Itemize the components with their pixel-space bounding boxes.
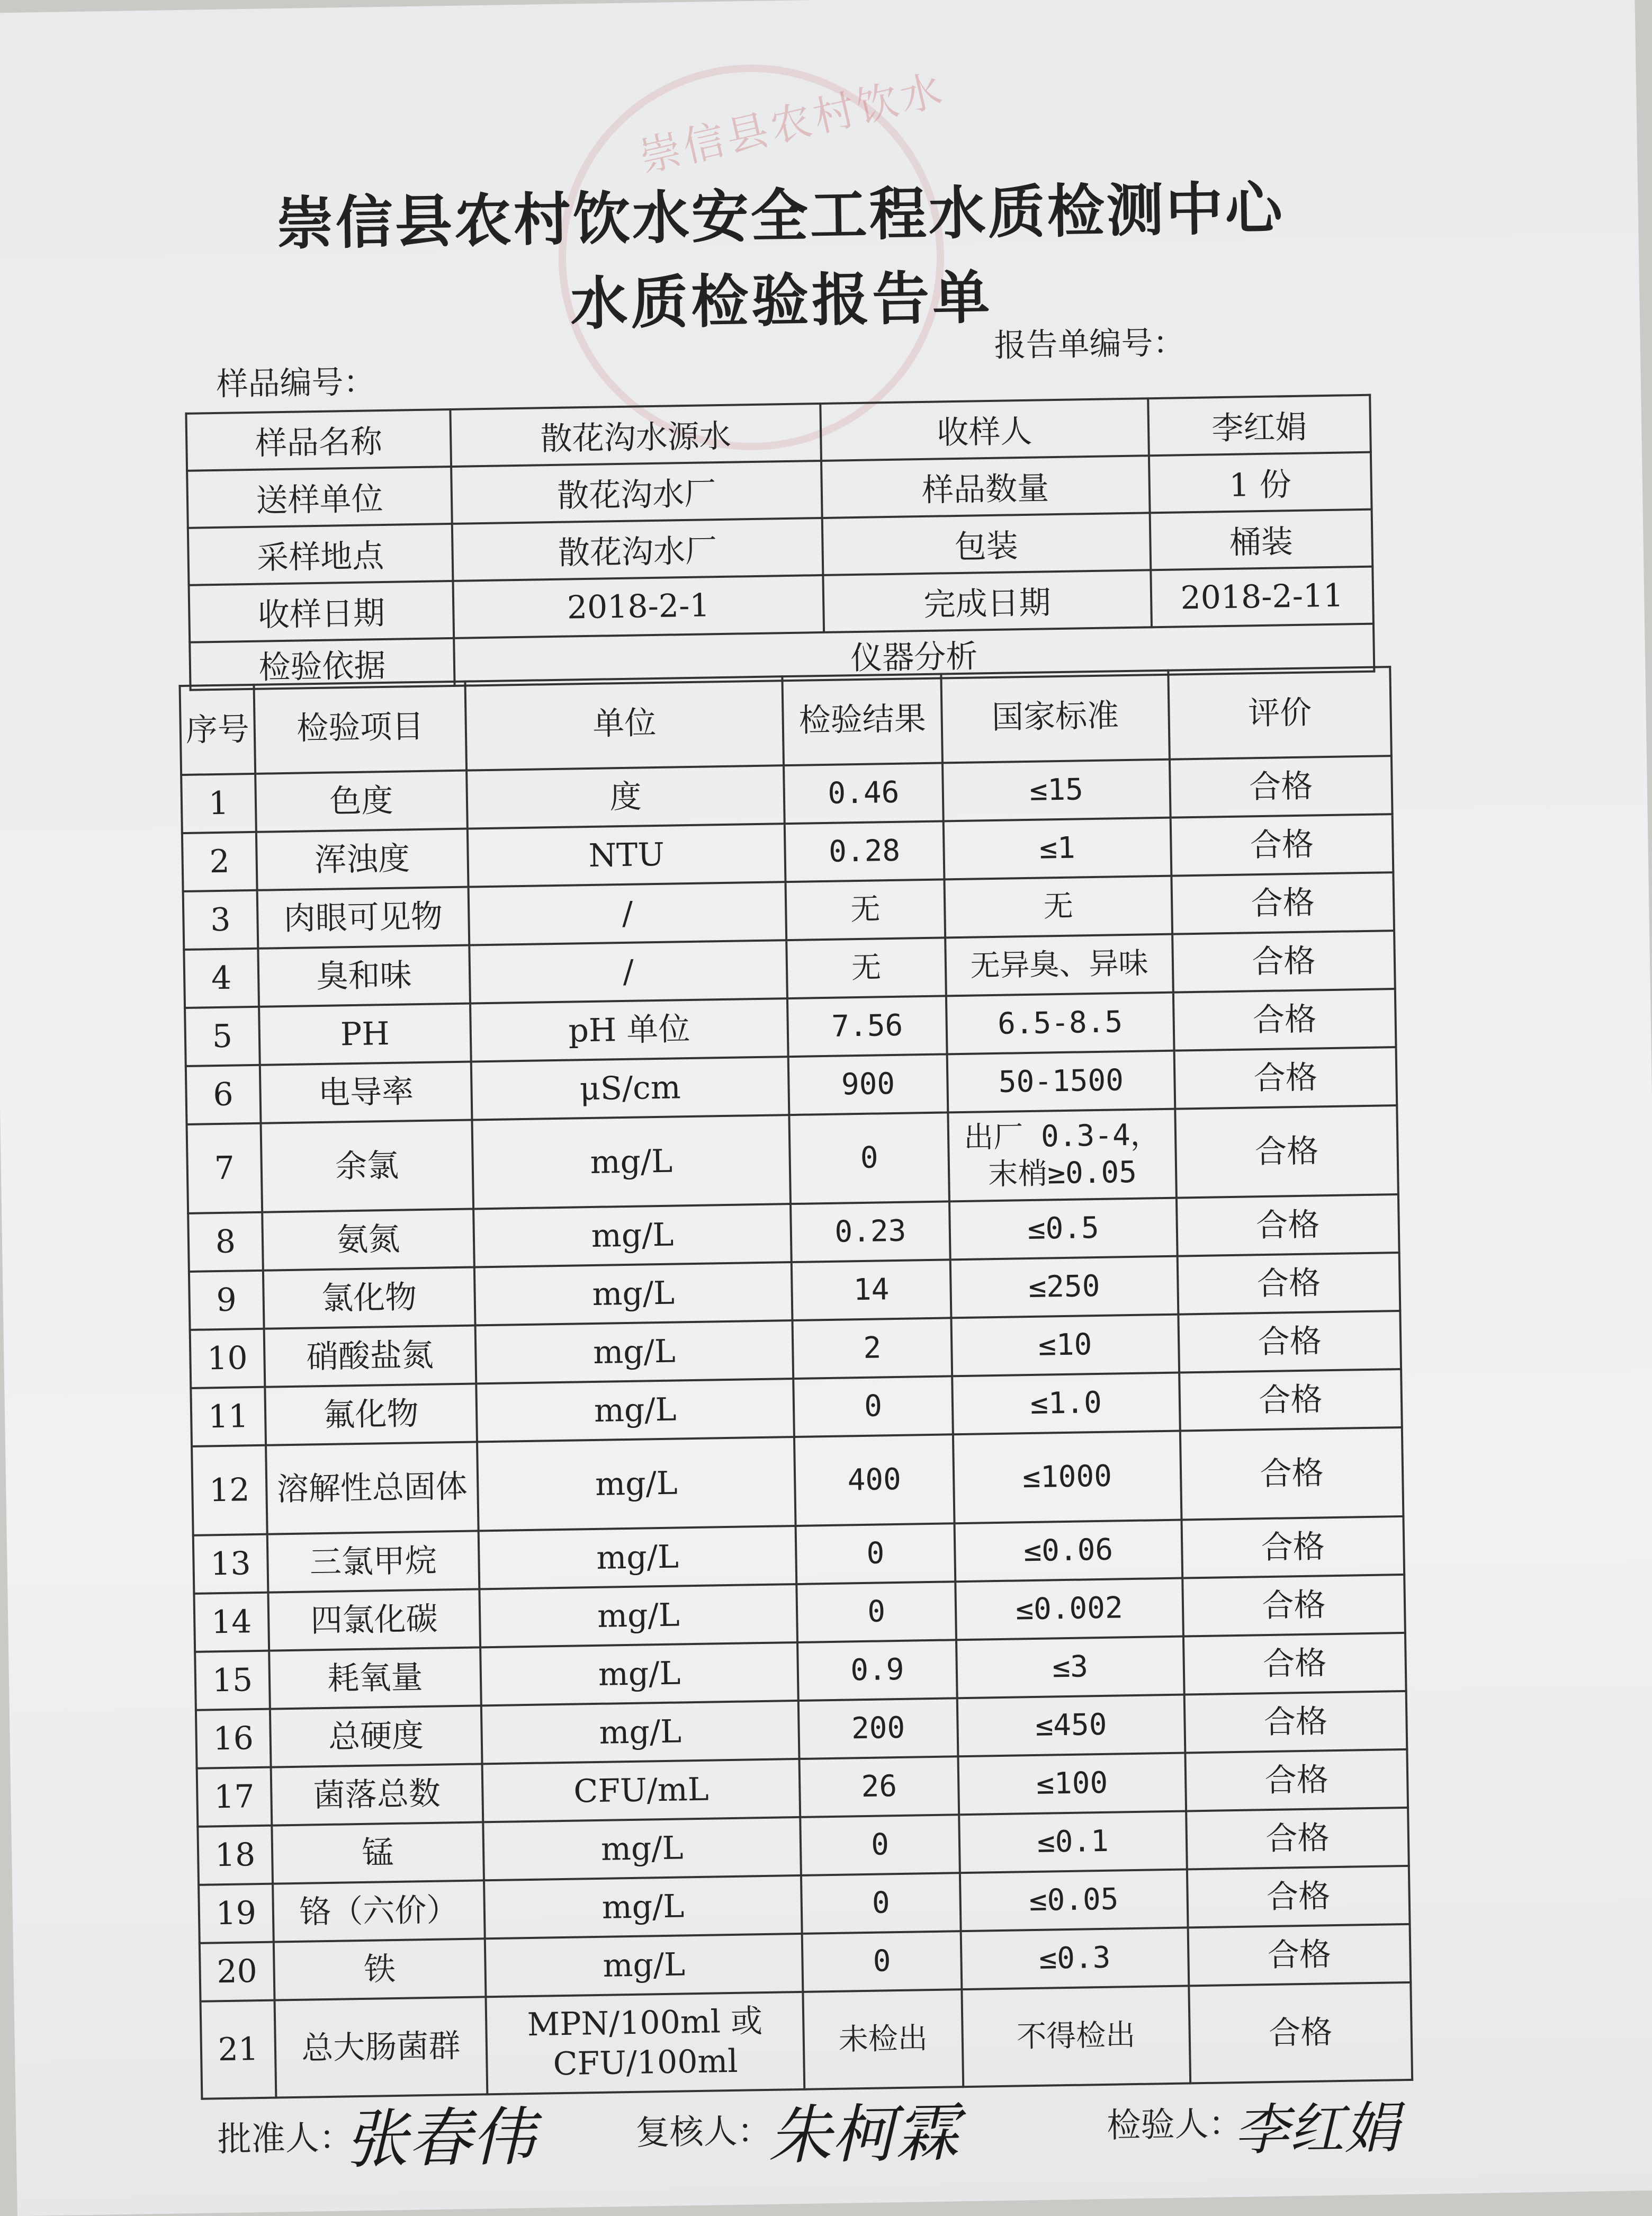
row-item: 浑浊度 xyxy=(256,829,469,890)
row-unit: 度 xyxy=(466,765,785,828)
row-standard: 50-1500 xyxy=(947,1051,1175,1113)
row-standard: ≤0.002 xyxy=(955,1578,1183,1640)
row-seq: 19 xyxy=(199,1884,274,1943)
receiver-value: 李红娟 xyxy=(1148,395,1371,456)
row-standard: 不得检出 xyxy=(962,1986,1190,2087)
row-item: 氨氮 xyxy=(262,1209,474,1270)
row-item: 铬（六价） xyxy=(273,1880,485,1942)
row-result: 0.46 xyxy=(784,763,943,824)
inspector-signature: 李红娟 xyxy=(1233,2095,1400,2163)
row-unit: / xyxy=(469,882,787,945)
row-standard: ≤10 xyxy=(951,1315,1179,1377)
row-item: 电导率 xyxy=(260,1062,472,1123)
row-seq: 18 xyxy=(197,1826,273,1885)
row-standard: 出厂 0.3-4，末梢≥0.05 xyxy=(948,1109,1177,1202)
report-title: 水质检验报告单 xyxy=(570,264,994,338)
row-item: 肉眼可见物 xyxy=(257,887,469,949)
finish-date-label: 完成日期 xyxy=(823,570,1151,632)
row-standard: ≤1.0 xyxy=(952,1373,1180,1435)
location-value: 散花沟水厂 xyxy=(452,518,823,581)
row-standard: ≤0.06 xyxy=(954,1520,1182,1582)
row-seq: 5 xyxy=(185,1007,260,1066)
row-evaluation: 合格 xyxy=(1178,1253,1400,1315)
sender-label: 送样单位 xyxy=(187,467,452,528)
col-header-seq: 序号 xyxy=(180,685,255,775)
org-title: 崇信县农村饮水安全工程水质检测中心 xyxy=(275,175,1285,258)
basis-value: 仪器分析 xyxy=(454,624,1374,686)
row-standard: ≤0.5 xyxy=(949,1198,1178,1260)
row-result: 7.56 xyxy=(787,996,947,1057)
sample-info-table xyxy=(185,394,1375,691)
row-unit: mg/L xyxy=(472,1115,791,1209)
row-item: 耗氧量 xyxy=(269,1647,481,1709)
row-standard: ≤450 xyxy=(957,1695,1186,1757)
row-seq: 4 xyxy=(184,949,259,1008)
row-evaluation: 合格 xyxy=(1171,872,1394,934)
row-seq: 7 xyxy=(187,1123,262,1213)
row-seq: 10 xyxy=(190,1329,265,1388)
row-unit: mg/L xyxy=(479,1526,797,1589)
package-value: 桶装 xyxy=(1150,510,1372,570)
receiver-label: 收样人 xyxy=(820,398,1148,461)
row-unit: mg/L xyxy=(485,1934,803,1997)
row-evaluation: 合格 xyxy=(1175,1105,1398,1198)
row-result: 0 xyxy=(801,1873,960,1934)
sender-value: 散花沟水厂 xyxy=(451,461,822,524)
row-seq: 15 xyxy=(195,1651,270,1710)
row-item: 色度 xyxy=(255,771,468,832)
receive-date-value: 2018-2-1 xyxy=(453,575,823,638)
row-evaluation: 合格 xyxy=(1188,1924,1411,1986)
row-item: 总大肠菌群 xyxy=(274,1997,487,2097)
col-header-unit: 单位 xyxy=(465,676,784,770)
row-result: 0 xyxy=(802,1931,962,1992)
row-evaluation: 合格 xyxy=(1180,1427,1403,1520)
row-result: 0.23 xyxy=(791,1201,950,1262)
row-unit: mg/L xyxy=(480,1642,798,1705)
row-result: 14 xyxy=(792,1259,951,1320)
row-standard: ≤1000 xyxy=(953,1431,1182,1524)
row-evaluation: 合格 xyxy=(1179,1369,1402,1431)
row-result: 26 xyxy=(800,1756,959,1817)
row-seq: 1 xyxy=(181,774,256,833)
report-number-label: 报告单编号： xyxy=(994,324,1186,364)
test-items-table xyxy=(178,666,1413,2100)
basis-label: 检验依据 xyxy=(190,638,454,690)
row-evaluation: 合格 xyxy=(1189,1982,1412,2084)
row-result: 200 xyxy=(798,1698,958,1759)
row-unit: mg/L xyxy=(476,1379,794,1442)
row-evaluation: 合格 xyxy=(1184,1691,1407,1753)
approver-label: 批准人： xyxy=(217,2118,354,2160)
row-item: 铁 xyxy=(274,1938,486,2000)
row-seq: 21 xyxy=(201,2000,276,2099)
row-seq: 17 xyxy=(197,1767,272,1827)
row-seq: 20 xyxy=(200,1942,275,2001)
row-seq: 14 xyxy=(194,1593,269,1652)
row-evaluation: 合格 xyxy=(1187,1866,1410,1928)
row-unit: mg/L xyxy=(473,1204,792,1267)
inspector-label: 检验人： xyxy=(1106,2104,1243,2146)
reviewer-signature: 朱柯霖 xyxy=(767,2096,959,2173)
row-result: 0 xyxy=(793,1376,953,1437)
row-unit: pH 单位 xyxy=(470,998,788,1061)
row-evaluation: 合格 xyxy=(1178,1311,1401,1373)
row-result: 0 xyxy=(796,1523,955,1584)
row-evaluation: 合格 xyxy=(1182,1575,1405,1637)
col-header-evaluation: 评价 xyxy=(1168,667,1391,759)
row-unit: μS/cm xyxy=(471,1057,789,1120)
row-result: 0 xyxy=(800,1815,959,1875)
row-result: 未检出 xyxy=(803,1989,963,2089)
quantity-value: 1 份 xyxy=(1148,452,1371,513)
row-seq: 16 xyxy=(196,1709,271,1768)
row-item: 锰 xyxy=(272,1822,484,1883)
row-unit: CFU/mL xyxy=(482,1759,801,1822)
row-standard: ≤250 xyxy=(950,1256,1178,1318)
row-result: 无 xyxy=(786,937,946,998)
table-row xyxy=(201,1982,1413,2099)
row-standard: 无异臭、异味 xyxy=(945,934,1173,996)
row-result: 0 xyxy=(789,1112,949,1204)
row-item: 三氯甲烷 xyxy=(267,1531,480,1592)
row-unit: mg/L xyxy=(484,1875,802,1938)
row-item: 臭和味 xyxy=(258,945,470,1007)
row-item: 溶解性总固体 xyxy=(266,1442,479,1534)
row-unit: mg/L xyxy=(483,1817,801,1880)
col-header-result: 检验结果 xyxy=(783,674,942,765)
sample-name-label: 样品名称 xyxy=(186,409,451,471)
row-standard: ≤100 xyxy=(958,1753,1186,1815)
row-standard: ≤0.1 xyxy=(959,1811,1187,1873)
row-evaluation: 合格 xyxy=(1172,931,1395,993)
row-unit: NTU xyxy=(468,824,786,887)
seal-text: 崇信县农村饮水 xyxy=(635,66,950,182)
row-result: 0.9 xyxy=(797,1640,957,1701)
row-seq: 3 xyxy=(183,890,258,950)
col-header-standard: 国家标准 xyxy=(941,671,1170,763)
row-standard: ≤1 xyxy=(943,818,1171,880)
row-evaluation: 合格 xyxy=(1182,1516,1405,1578)
row-result: 0.28 xyxy=(785,821,944,882)
row-result: 无 xyxy=(786,879,945,940)
row-standard: 6.5-8.5 xyxy=(946,993,1174,1055)
approver-signature: 张春伟 xyxy=(344,2100,536,2177)
row-evaluation: 合格 xyxy=(1173,989,1396,1051)
row-standard: ≤0.3 xyxy=(960,1927,1189,1989)
row-unit: mg/L xyxy=(477,1437,796,1531)
row-seq: 13 xyxy=(193,1534,268,1594)
row-standard: 无 xyxy=(944,876,1172,938)
row-result: 900 xyxy=(788,1054,948,1115)
row-evaluation: 合格 xyxy=(1186,1808,1409,1870)
sample-name-value: 散花沟水源水 xyxy=(450,404,821,467)
row-evaluation: 合格 xyxy=(1177,1194,1399,1256)
row-seq: 12 xyxy=(192,1445,267,1535)
finish-date-value: 2018-2-11 xyxy=(1151,567,1373,628)
sample-number-label: 样品编号： xyxy=(216,363,376,403)
row-item: 硝酸盐氮 xyxy=(264,1325,476,1387)
row-unit: mg/L xyxy=(475,1320,794,1383)
row-seq: 11 xyxy=(191,1387,266,1446)
row-evaluation: 合格 xyxy=(1185,1749,1408,1811)
row-seq: 9 xyxy=(189,1271,264,1330)
row-item: 菌落总数 xyxy=(271,1764,483,1825)
row-evaluation: 合格 xyxy=(1170,756,1393,818)
row-item: 余氯 xyxy=(261,1120,473,1212)
location-label: 采样地点 xyxy=(188,524,453,585)
quantity-label: 样品数量 xyxy=(821,455,1150,518)
row-evaluation: 合格 xyxy=(1174,1047,1397,1109)
row-result: 0 xyxy=(797,1581,956,1642)
row-item: 四氯化碳 xyxy=(268,1589,480,1650)
row-result: 2 xyxy=(793,1318,952,1379)
row-item: 氟化物 xyxy=(265,1383,477,1445)
row-standard: ≤15 xyxy=(942,759,1171,821)
row-standard: ≤0.05 xyxy=(960,1869,1188,1931)
row-seq: 2 xyxy=(182,832,257,891)
row-item: 总硬度 xyxy=(270,1705,482,1767)
row-item: 氯化物 xyxy=(263,1267,475,1328)
row-evaluation: 合格 xyxy=(1183,1633,1406,1695)
row-unit: mg/L xyxy=(481,1701,800,1764)
row-seq: 8 xyxy=(188,1212,263,1272)
col-header-item: 检验项目 xyxy=(254,682,466,774)
row-unit: mg/L xyxy=(474,1262,793,1325)
row-standard: ≤3 xyxy=(956,1637,1184,1699)
row-unit: / xyxy=(469,940,787,1003)
receive-date-label: 收样日期 xyxy=(189,581,454,642)
row-result: 400 xyxy=(794,1434,954,1526)
row-evaluation: 合格 xyxy=(1171,814,1394,876)
row-unit: mg/L xyxy=(479,1584,797,1647)
package-label: 包装 xyxy=(822,513,1150,575)
reviewer-label: 复核人： xyxy=(635,2111,772,2153)
row-seq: 6 xyxy=(186,1065,261,1124)
row-item: PH xyxy=(259,1004,471,1065)
row-unit: MPN/100ml 或 CFU/100ml xyxy=(486,1992,804,2094)
